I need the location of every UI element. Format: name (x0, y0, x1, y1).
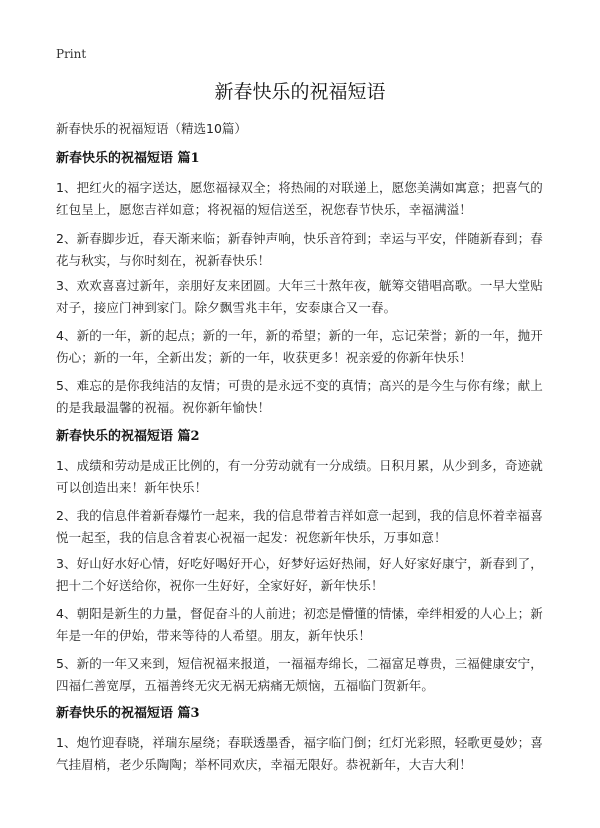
section-heading-3: 新春快乐的祝福短语 篇3 (56, 706, 200, 721)
paragraph: 1、成绩和劳动是成正比例的，有一分劳动就有一分成绩。日积月累，从少到多，奇迹就可以创造出来！新年快乐！ (56, 458, 543, 495)
page-title: 新春快乐的祝福短语 (214, 81, 386, 103)
paragraph: 2、新春脚步近，春天渐来临；新春钟声响，快乐音符到；幸运与平安，伴随新春到；春花与秋实，与你时刻在，祝新春快乐！ (56, 231, 543, 268)
section-heading-2: 新春快乐的祝福短语 篇2 (56, 429, 200, 444)
paragraph: 3、好山好水好心情，好吃好喝好开心，好梦好运好热闹，好人好家好康宁，新春到了，把十二个好送给你，祝你一生好好，全家好好，新年快乐！ (56, 556, 543, 593)
document-subtitle: 新春快乐的祝福短语（精选10篇） (56, 121, 247, 136)
paragraph: 1、把红火的福字送达，愿您福禄双全；将热闹的对联递上，愿您美满如寓意；把喜气的红包呈上，愿您吉祥如意；将祝福的短信送至，祝您春节快乐，幸福满溢！ (56, 180, 543, 217)
paragraph: 5、新的一年又来到，短信祝福来报道，一福福寿绵长，二福富足尊贵，三福健康安宁，四福仁善宽厚，五福善终无灾无祸无病痛无烦恼，五福临门贺新年。 (56, 656, 543, 693)
section-heading-1: 新春快乐的祝福短语 篇1 (56, 151, 200, 166)
paragraph: 3、欢欢喜喜过新年，亲朋好友来团圆。大年三十熬年夜，觥筹交错唱高歌。一早大堂贴对子，接应门神到家门。除夕飘雪兆丰年，安泰康合又一春。 (56, 278, 543, 315)
print-link[interactable]: Print (56, 47, 87, 61)
paragraph: 4、朝阳是新生的力量，督促奋斗的人前进；初恋是懵懂的情愫，牵绊相爱的人心上；新年是一年的伊始，带来等待的人希望。朋友，新年快乐！ (56, 606, 543, 643)
paragraph: 5、难忘的是你我纯洁的友情；可贵的是永远不变的真情；高兴的是今生与你有缘；献上的是我最温馨的祝福。祝你新年愉快！ (56, 378, 543, 415)
paragraph: 1、炮竹迎春晓，祥瑞东屋绕；春联透墨香，福字临门倒；红灯光彩照，轻歌更曼妙；喜气挂眉梢，老少乐陶陶；举杯同欢庆，幸福无限好。恭祝新年，大吉大利！ (56, 735, 543, 772)
paragraph: 2、我的信息伴着新春爆竹一起来，我的信息带着吉祥如意一起到，我的信息怀着幸福喜悦一起至，我的信息含着衷心祝福一起发：祝您新年快乐，万事如意！ (56, 508, 543, 545)
paragraph: 4、新的一年，新的起点；新的一年，新的希望；新的一年，忘记荣誉；新的一年，抛开伤心；新的一年，全新出发；新的一年，收获更多！祝亲爱的你新年快乐！ (56, 328, 543, 365)
